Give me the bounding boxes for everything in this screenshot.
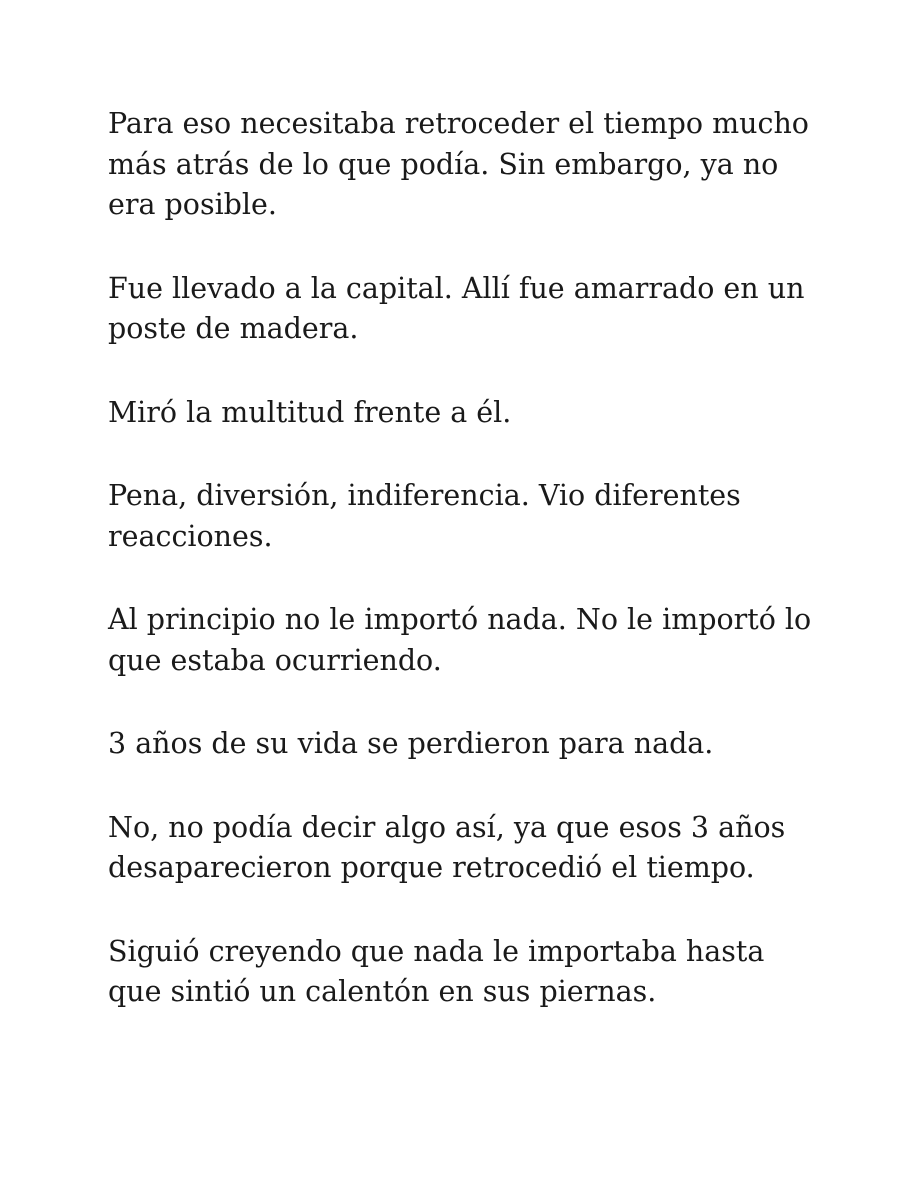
text-line: que sintió un calentón en sus piernas. — [108, 975, 657, 1008]
text-line: poste de madera. — [108, 312, 359, 345]
text-line: reacciones. — [108, 519, 273, 553]
text-line: Siguió creyendo que nada le importaba hasta — [108, 934, 765, 968]
paragraph-8 — [108, 932, 808, 1013]
text-line: 3 años de su vida se perdieron para nada. — [108, 727, 714, 760]
paragraph-1 — [108, 104, 808, 226]
text-line: desaparecieron porque retrocedió el tiempo. — [108, 851, 755, 884]
text-line: No, no podía decir algo así, ya que esos 3 años — [108, 810, 786, 844]
paragraph-3 — [108, 393, 808, 434]
paragraph-2 — [108, 269, 808, 350]
text-line: era posible. — [108, 188, 277, 221]
text-line: Para eso necesitaba retroceder el tiempo mucho — [108, 107, 809, 140]
text-line: Fue llevado a la capital. Allí fue amarrado en un — [108, 271, 805, 305]
paragraph-5 — [108, 600, 812, 681]
text-line: que estaba ocurriendo. — [108, 643, 442, 677]
paragraph-7 — [108, 808, 808, 889]
paragraph-6 — [108, 724, 808, 765]
text-line: Miró la multitud frente a él. — [108, 395, 512, 429]
paragraph-4 — [108, 476, 808, 557]
text-line: Pena, diversión, indiferencia. Vio diferentes — [108, 479, 741, 512]
document-body — [108, 104, 812, 1056]
text-line: más atrás de lo que podía. Sin embargo, ya no — [108, 147, 779, 181]
text-line: Al principio no le importó nada. No le importó lo — [108, 603, 812, 636]
